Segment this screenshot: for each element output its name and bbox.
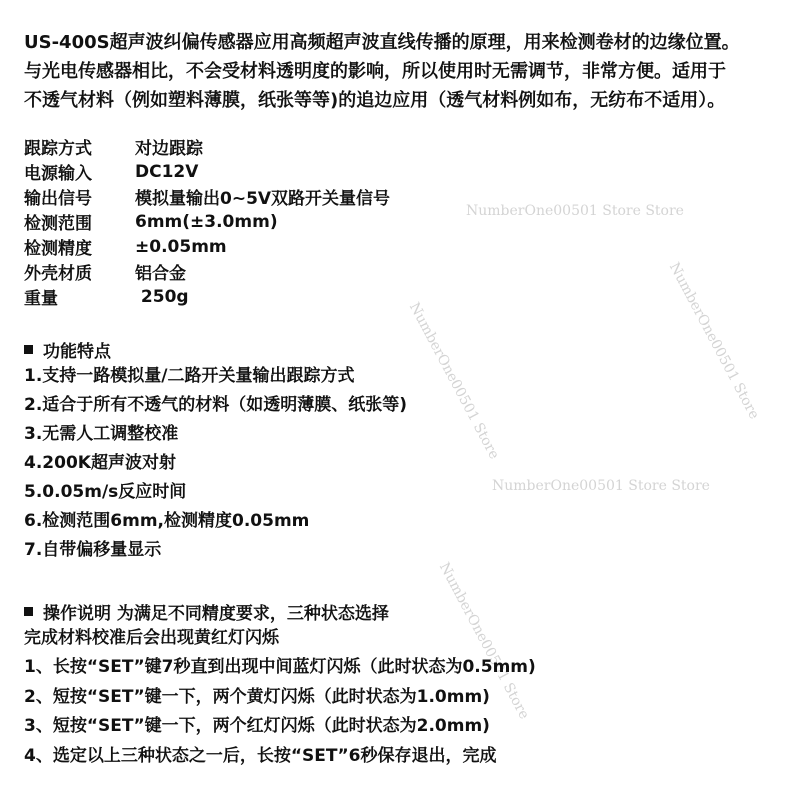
watermark: NumberOne00501 Store	[665, 260, 763, 422]
operation-heading-text: 操作说明 为满足不同精度要求，三种状态选择	[43, 603, 389, 624]
spec-row-precision	[24, 234, 390, 259]
operation-step: 2、短按“SET”键一下，两个黄灯闪烁（此时状态为1.0mm)	[24, 686, 490, 707]
spec-label: 电源输入	[24, 164, 92, 184]
spec-table	[24, 134, 390, 309]
watermark: NumberOne00501 Store Store	[492, 478, 710, 494]
feature-item: 7.自带偏移量显示	[24, 540, 162, 560]
watermark: NumberOne00501 Store	[405, 300, 503, 462]
spec-label: 检测范围	[24, 214, 92, 234]
square-bullet-icon	[24, 607, 33, 616]
feature-item: 3.无需人工调整校准	[24, 424, 179, 444]
intro-line: 不透气材料（例如塑料薄膜，纸张等等)的追边应用（透气材料例如布，无纺布不适用）。	[24, 90, 726, 111]
operation-heading	[24, 598, 536, 624]
feature-item: 1.支持一路模拟量/二路开关量输出跟踪方式	[24, 366, 355, 386]
spec-row-power	[24, 159, 390, 184]
spec-label: 检测精度	[24, 239, 92, 259]
watermark: NumberOne00501 Store	[435, 560, 533, 722]
spec-row-housing	[24, 259, 390, 284]
spec-value: ±0.05mm	[135, 236, 227, 257]
spec-label: 跟踪方式	[24, 139, 92, 159]
operation-section	[24, 598, 536, 771]
features-heading-text: 功能特点	[43, 341, 111, 362]
feature-item: 2.适合于所有不透气的材料（如透明薄膜、纸张等)	[24, 395, 408, 415]
operation-step: 3、短按“SET”键一下，两个红灯闪烁（此时状态为2.0mm)	[24, 716, 490, 736]
spec-value: DC12V	[135, 161, 199, 182]
feature-item: 5.0.05m/s反应时间	[24, 482, 187, 502]
spec-row-weight	[24, 284, 390, 309]
intro-line: 与光电传感器相比，不会受材料透明度的影响，所以使用时无需调节，非常方便。适用于	[24, 61, 726, 82]
spec-value: 对边跟踪	[135, 139, 203, 159]
square-bullet-icon	[24, 345, 33, 354]
spec-label: 外壳材质	[24, 264, 92, 284]
spec-value: 250g	[135, 286, 189, 307]
features-section	[24, 336, 407, 565]
spec-label: 重量	[24, 289, 58, 309]
operation-subline: 完成材料校准后会出现黄红灯闪烁	[24, 628, 279, 648]
operation-step: 1、长按“SET”键7秒直到出现中间蓝灯闪烁（此时状态为0.5mm)	[24, 657, 536, 677]
intro-line: US-400S超声波纠偏传感器应用高频超声波直线传播的原理，用来检测卷材的边缘位置。	[24, 32, 740, 53]
intro-paragraph	[24, 28, 794, 115]
spec-value: 模拟量输出0~5V双路开关量信号	[135, 189, 391, 209]
spec-value: 铝合金	[135, 264, 186, 284]
spec-label: 输出信号	[24, 189, 92, 209]
spec-row-output	[24, 184, 390, 209]
operation-step: 4、选定以上三种状态之一后，长按“SET”6秒保存退出，完成	[24, 745, 497, 766]
spec-row-range	[24, 209, 390, 234]
features-heading	[24, 336, 407, 362]
spec-value: 6mm(±3.0mm)	[135, 211, 278, 232]
feature-item: 4.200K超声波对射	[24, 453, 176, 473]
spec-row-tracking	[24, 134, 390, 159]
watermark: NumberOne00501 Store Store	[466, 203, 684, 219]
feature-item: 6.检测范围6mm,检测精度0.05mm	[24, 511, 310, 531]
